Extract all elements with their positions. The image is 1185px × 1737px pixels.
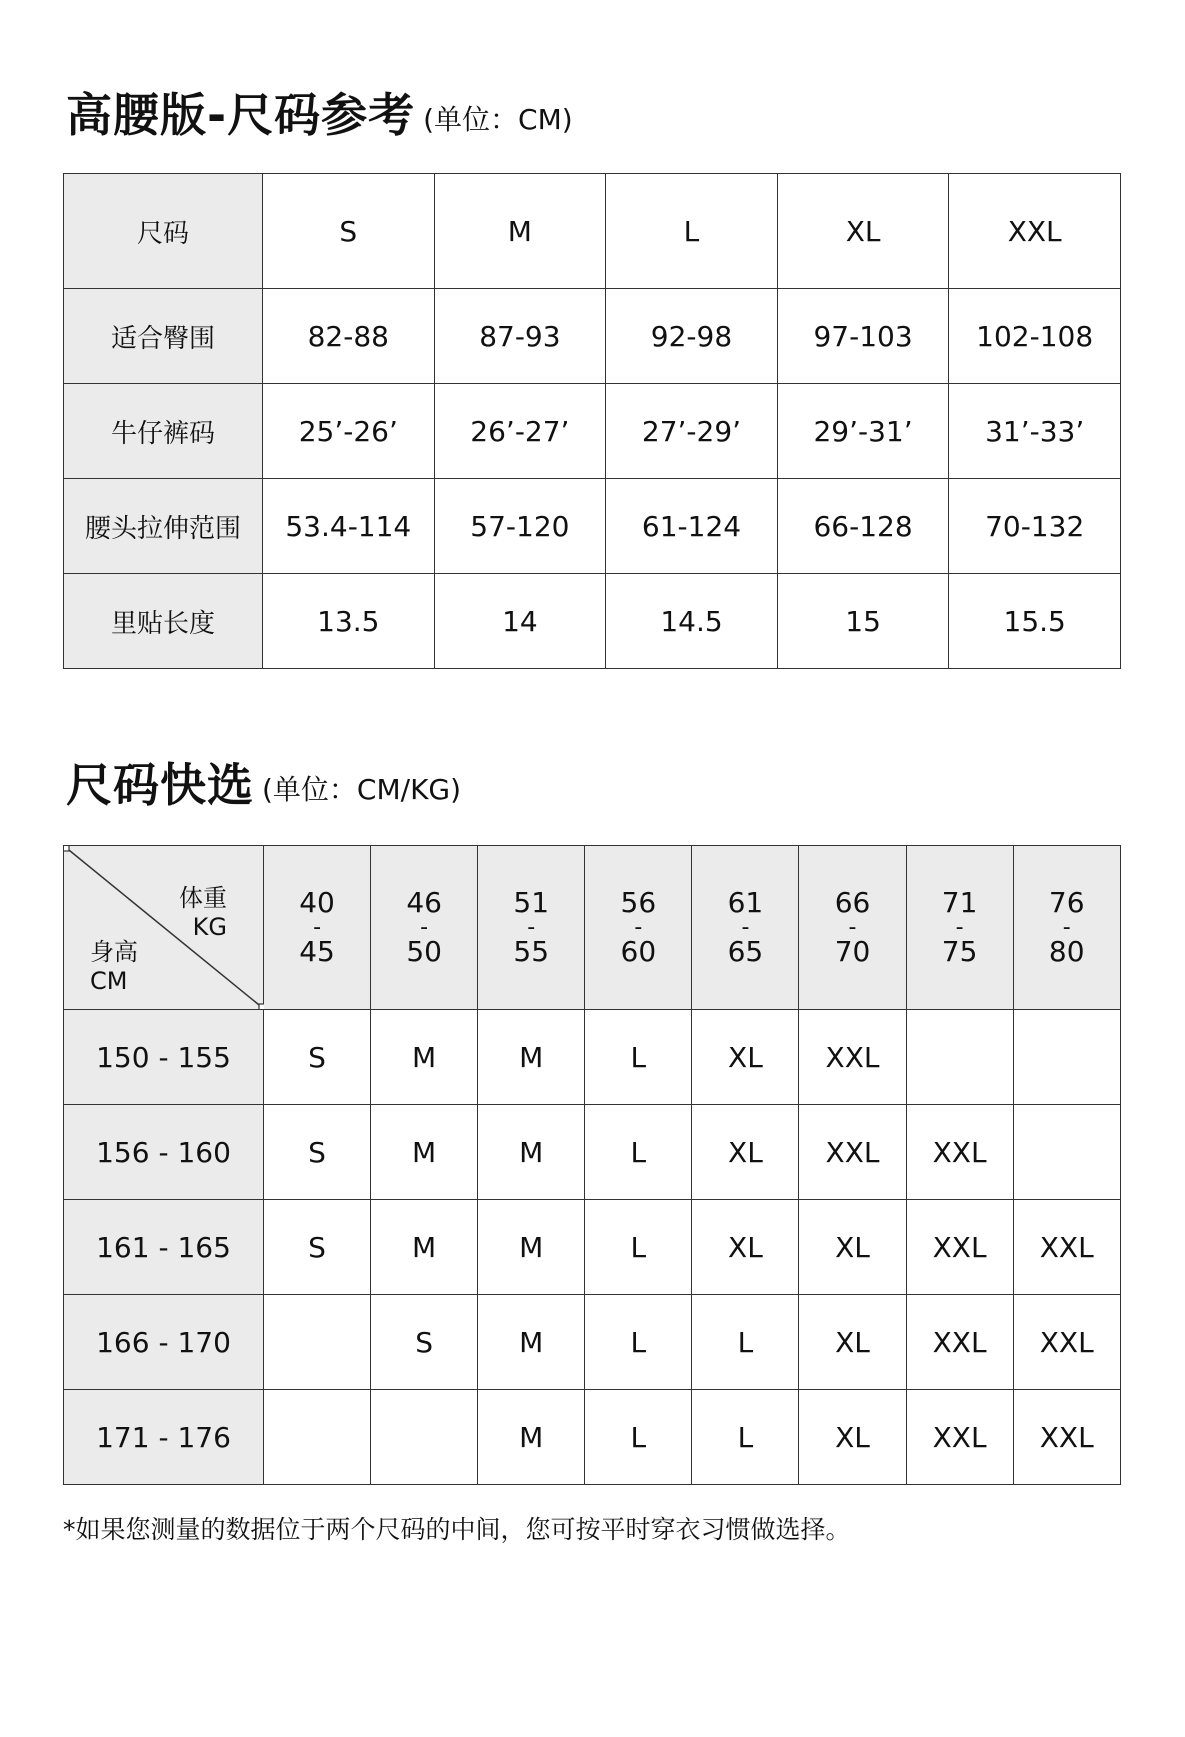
footnote: *如果您测量的数据位于两个尺码的中间，您可按平时穿衣习惯做选择。 (63, 1515, 851, 1544)
size-cell: M (478, 1295, 585, 1390)
size-reference-title (66, 88, 573, 142)
height-range: 156 - 160 (64, 1105, 264, 1200)
table-row (64, 574, 1121, 669)
table-cell: 53.4-114 (263, 479, 435, 574)
size-cell: XXL (1013, 1200, 1120, 1295)
size-cell: M (371, 1200, 478, 1295)
size-cell (264, 1295, 371, 1390)
height-range: 171 - 176 (64, 1390, 264, 1485)
height-range: 150 - 155 (64, 1010, 264, 1105)
table-cell: 13.5 (263, 574, 435, 669)
row-label: 牛仔裤码 (64, 384, 263, 479)
weight-header: 46 - 50 (371, 846, 478, 1010)
table-cell: 26’-27’ (434, 384, 606, 479)
weight-header: 56 - 60 (585, 846, 692, 1010)
table-row (64, 384, 1121, 479)
weight-header: 51 - 55 (478, 846, 585, 1010)
size-cell: XL (799, 1200, 906, 1295)
size-cell: XXL (1013, 1295, 1120, 1390)
table-cell: 31’-33’ (949, 384, 1121, 479)
table-cell: 15 (777, 574, 949, 669)
weight-header: 66 - 70 (799, 846, 906, 1010)
height-unit: CM (90, 966, 128, 995)
table-cell: 102-108 (949, 289, 1121, 384)
table-cell: 14 (434, 574, 606, 669)
weight-header: 71 - 75 (906, 846, 1013, 1010)
size-cell (906, 1010, 1013, 1105)
size-cell: XXL (906, 1200, 1013, 1295)
weight-axis-label (179, 884, 227, 942)
table-row (64, 1105, 1121, 1200)
size-cell: S (371, 1295, 478, 1390)
height-axis-label (90, 938, 138, 996)
size-cell: S (264, 1200, 371, 1295)
table-cell: 66-128 (777, 479, 949, 574)
size-cell: XL (692, 1010, 799, 1105)
size-cell (371, 1390, 478, 1485)
size-cell: M (478, 1390, 585, 1485)
section2-title: 尺码快选 (66, 758, 254, 812)
section1-unit: (单位：CM) (423, 103, 573, 136)
size-cell (264, 1390, 371, 1485)
size-cell: XXL (799, 1010, 906, 1105)
size-cell: L (585, 1200, 692, 1295)
header-cell: S (263, 174, 435, 289)
row-label: 适合臀围 (64, 289, 263, 384)
table-row (64, 479, 1121, 574)
size-cell: L (692, 1295, 799, 1390)
size-cell (1013, 1105, 1120, 1200)
size-cell: L (585, 1105, 692, 1200)
height-range: 161 - 165 (64, 1200, 264, 1295)
size-cell: M (478, 1105, 585, 1200)
table-cell: 92-98 (606, 289, 778, 384)
table-cell: 70-132 (949, 479, 1121, 574)
size-cell: XXL (906, 1105, 1013, 1200)
table-cell: 57-120 (434, 479, 606, 574)
row-label: 里贴长度 (64, 574, 263, 669)
size-quick-select-table (63, 845, 1121, 1485)
size-cell: S (264, 1105, 371, 1200)
table-header-row (64, 174, 1121, 289)
table-cell: 15.5 (949, 574, 1121, 669)
size-cell: M (371, 1105, 478, 1200)
weight-unit: KG (192, 912, 227, 941)
height-label: 身高 (90, 938, 138, 966)
size-cell: L (585, 1295, 692, 1390)
table-cell: 97-103 (777, 289, 949, 384)
size-cell: XL (692, 1105, 799, 1200)
size-cell: M (478, 1200, 585, 1295)
row-label: 腰头拉伸范围 (64, 479, 263, 574)
table-row (64, 1390, 1121, 1485)
table-cell: 25’-26’ (263, 384, 435, 479)
table-row (64, 1295, 1121, 1390)
handle-square-icon (64, 846, 69, 851)
header-cell: L (606, 174, 778, 289)
size-cell: XXL (1013, 1390, 1120, 1485)
section1-title: 高腰版-尺码参考 (66, 88, 416, 142)
table-cell: 82-88 (263, 289, 435, 384)
size-cell: XXL (906, 1295, 1013, 1390)
table-header-row (64, 846, 1121, 1010)
table-cell: 27’-29’ (606, 384, 778, 479)
size-reference-table (63, 173, 1121, 669)
handle-square-icon (259, 1004, 264, 1009)
size-quick-select-title (66, 758, 462, 812)
header-cell: XXL (949, 174, 1121, 289)
table-row (64, 1200, 1121, 1295)
header-cell: M (434, 174, 606, 289)
weight-header: 40 - 45 (264, 846, 371, 1010)
size-cell: S (264, 1010, 371, 1105)
size-cell: XXL (906, 1390, 1013, 1485)
table-cell: 29’-31’ (777, 384, 949, 479)
weight-header: 61 - 65 (692, 846, 799, 1010)
size-cell: L (692, 1390, 799, 1485)
weight-header: 76 - 80 (1013, 846, 1120, 1010)
table-cell: 87-93 (434, 289, 606, 384)
header-cell: XL (777, 174, 949, 289)
table-row (64, 289, 1121, 384)
section2-unit: (单位：CM/KG) (262, 773, 462, 806)
size-cell: L (585, 1010, 692, 1105)
size-cell: XL (799, 1390, 906, 1485)
height-range: 166 - 170 (64, 1295, 264, 1390)
size-cell: XL (799, 1295, 906, 1390)
table-cell: 61-124 (606, 479, 778, 574)
header-cell: 尺码 (64, 174, 263, 289)
size-cell: XXL (799, 1105, 906, 1200)
corner-cell (64, 846, 264, 1010)
size-cell: M (371, 1010, 478, 1105)
table-cell: 14.5 (606, 574, 778, 669)
weight-label: 体重 (179, 884, 227, 912)
size-cell: M (478, 1010, 585, 1105)
size-cell: L (585, 1390, 692, 1485)
size-cell (1013, 1010, 1120, 1105)
table-row (64, 1010, 1121, 1105)
size-cell: XL (692, 1200, 799, 1295)
